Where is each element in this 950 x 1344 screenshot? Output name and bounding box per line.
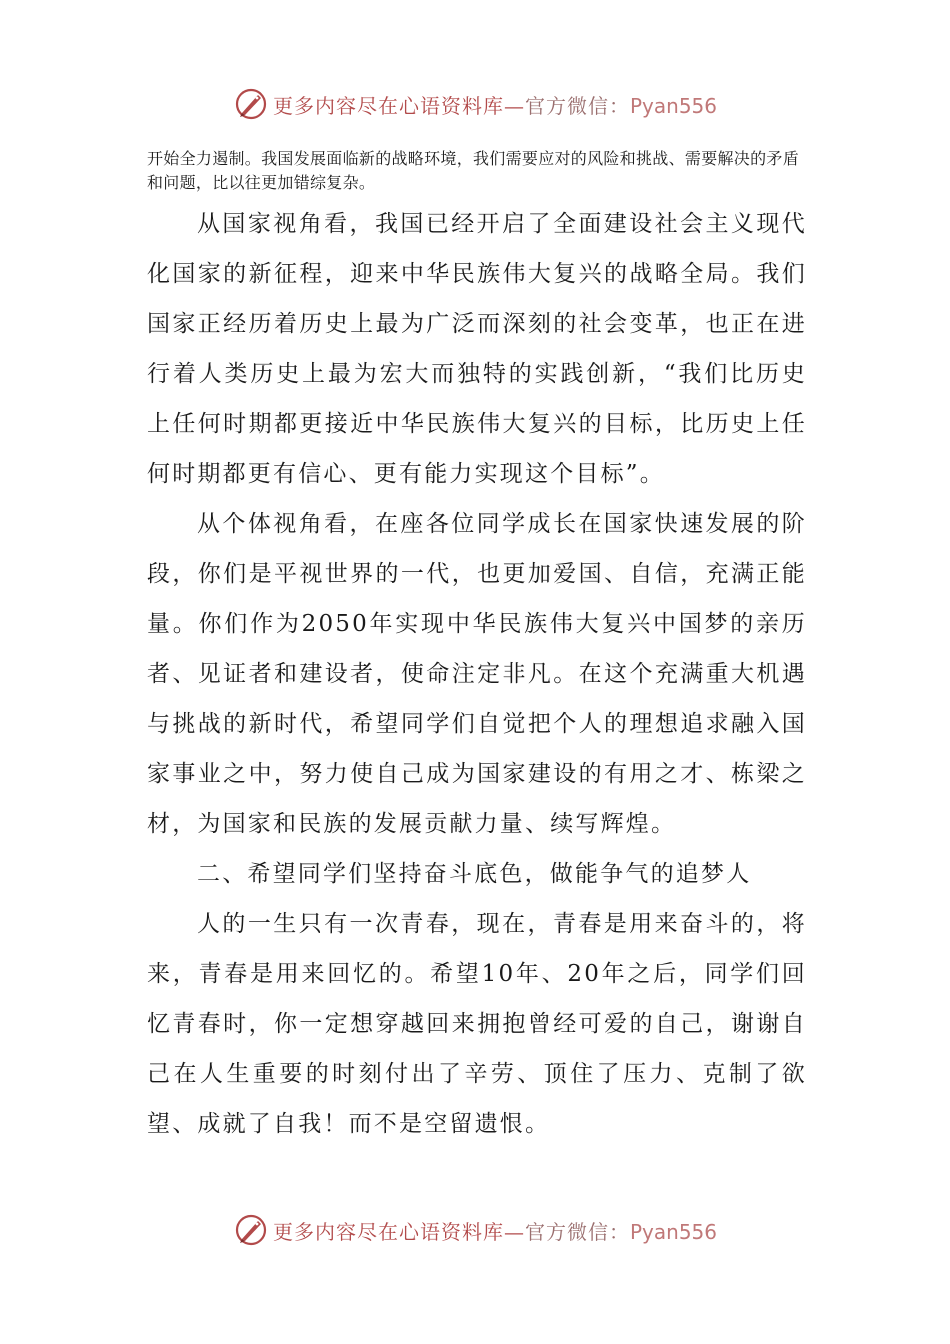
pen-logo-icon <box>233 1212 269 1248</box>
paragraph-youth: 人的一生只有一次青春，现在，青春是用来奋斗的，将来，青春是用来回忆的。希望10年、20年之后，同学们回忆青春时，你一定想穿越回来拥抱曾经可爱的自己，谢谢自己在人生重要的时刻付出了辛劳、顶住了压力、克制了欲望、成就了自我！而不是空留遗恨。 <box>147 911 807 1137</box>
footer-banner-wechat-id: Pyan556 <box>629 1219 717 1244</box>
header-banner-wechat-label: 官方微信： <box>524 93 630 118</box>
paragraph-national-perspective: 从国家视角看，我国已经开启了全面建设社会主义现代化国家的新征程，迎来中华民族伟大复兴的战略全局。我们国家正经历着历史上最为广泛而深刻的社会变革，也正在进行着人类历史上最为宏大而独特的实践创新，“我们比历史上任何时期都更接近中华民族伟大复兴的目标，比历史上任何时期都更有信心、更有能力实现这个目标”。 <box>147 211 807 487</box>
footer-banner-text <box>273 1216 717 1245</box>
footer-banner-wechat-label: 官方微信： <box>524 1219 630 1244</box>
carryover-paragraph: 开始全力遏制。我国发展面临新的战略环境，我们需要应对的风险和挑战、需要解决的矛盾和问题，比以往更加错综复杂。 <box>147 149 800 192</box>
footer-banner <box>0 1210 950 1250</box>
pen-logo-icon <box>233 86 269 122</box>
paragraph-individual-perspective: 从个体视角看，在座各位同学成长在国家快速发展的阶段，你们是平视世界的一代，也更加爱国、自信，充满正能量。你们作为2050年实现中华民族伟大复兴中国梦的亲历者、见证者和建设者，使命注定非凡。在这个充满重大机遇与挑战的新时代，希望同学们自觉把个人的理想追求融入国家事业之中，努力使自己成为国家建设的有用之才、栋梁之材，为国家和民族的发展贡献力量、续写辉煌。 <box>147 511 807 837</box>
footer-banner-main: 更多内容尽在心语资料库 <box>272 1219 504 1244</box>
header-banner <box>0 84 950 124</box>
header-banner-main: 更多内容尽在心语资料库 <box>272 93 504 118</box>
footer-banner-dash: — <box>503 1219 525 1244</box>
header-banner-wechat-id: Pyan556 <box>629 93 717 118</box>
document-body <box>147 199 807 1149</box>
header-banner-text <box>273 90 717 119</box>
header-banner-dash: — <box>503 93 525 118</box>
section-heading-two: 二、希望同学们坚持奋斗底色，做能争气的追梦人 <box>197 861 752 887</box>
